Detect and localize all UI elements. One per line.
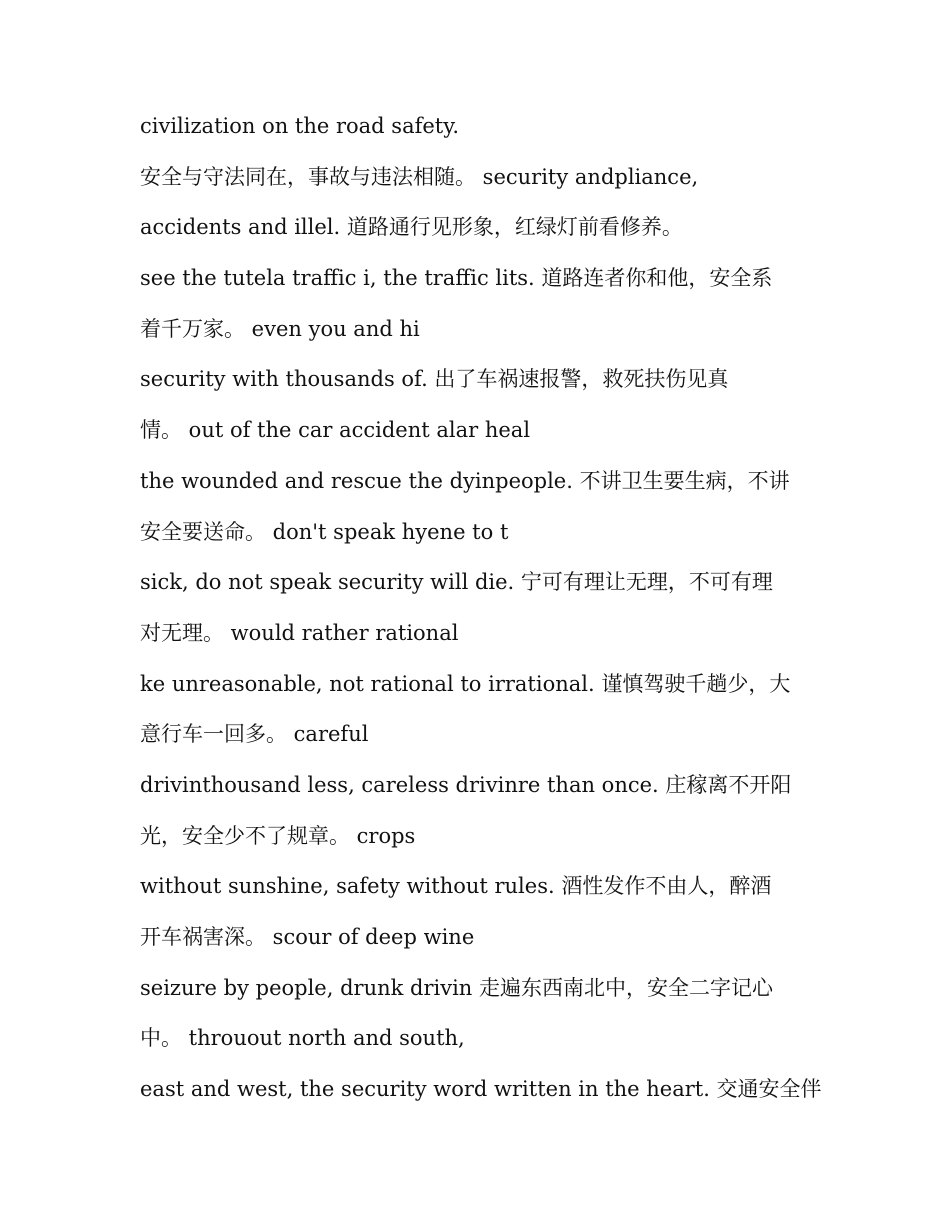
text-line-12: ke unreasonable, not rational to irrational. 谨慎驾驶千趟少，大 — [140, 671, 791, 696]
text-line-15: 光，安全少不了规章。 crops — [140, 823, 416, 848]
document-body — [140, 101, 820, 1115]
text-line-9: 安全要送命。 don't speak hyene to t — [140, 519, 509, 544]
text-line-16: without sunshine, safety without rules. 酒性发作不由人，醉酒 — [140, 874, 772, 899]
text-line-4: see the tutela traffic i, the traffic lits. 道路连者你和他，安全系 — [140, 266, 773, 291]
text-line-17: 开车祸害深。 scour of deep wine — [140, 925, 475, 949]
text-line-13: 意行车一回多。 careful — [140, 722, 369, 747]
text-line-1: civilization on the road safety. — [140, 114, 459, 138]
text-line-2: 安全与守法同在，事故与违法相随。 security andpliance, — [140, 164, 699, 189]
text-line-8: the wounded and rescue the dyinpeople. 不讲卫生要生病，不讲 — [140, 468, 790, 493]
text-line-3: accidents and illel. 道路通行见形象，红绿灯前看修养。 — [140, 215, 683, 240]
text-line-5: 着千万家。 even you and hi — [140, 316, 420, 341]
text-line-6: security with thousands of. 出了车祸速报警，救死扶伤见真 — [140, 367, 729, 392]
text-line-11: 对无理。 would rather rational — [140, 620, 459, 645]
text-line-7: 情。 out of the car accident alar heal — [140, 418, 531, 443]
text-line-18: seizure by people, drunk drivin 走遍东西南北中，安全二字记心 — [140, 975, 773, 1000]
text-line-19: 中。 throuout north and south, — [140, 1026, 465, 1051]
text-line-20: east and west, the security word written in the heart. 交通安全伴 — [140, 1077, 822, 1102]
text-line-10: sick, do not speak security will die. 宁可有理让无理，不可有理 — [140, 570, 773, 595]
text-line-14: drivinthousand less, careless drivinre than once. 庄稼离不开阳 — [140, 772, 792, 797]
